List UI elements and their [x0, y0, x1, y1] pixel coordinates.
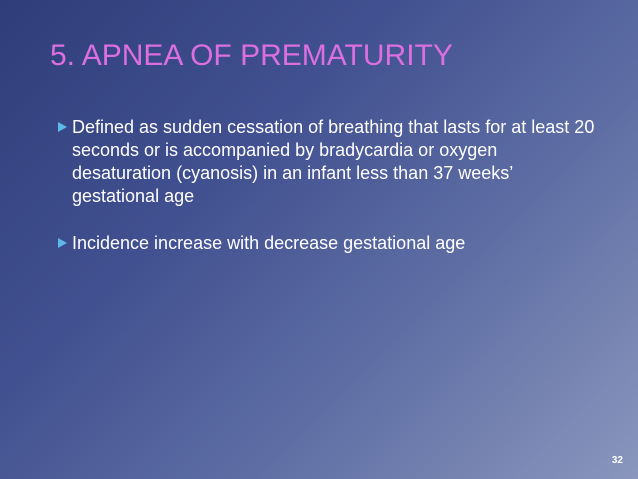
bullet-text: Defined as sudden cessation of breathing that lasts for at least 20 seconds or is accompanied by bradycardia or oxygen desaturation (cyanosis) in an infant less than 37 weeks’ gestational age [72, 117, 595, 206]
triangle-bullet-icon [58, 122, 67, 132]
bullet-item [58, 116, 598, 208]
triangle-bullet-icon [58, 238, 67, 248]
bullet-list [58, 116, 598, 255]
slide-title: 5. APNEA OF PREMATURITY [50, 39, 453, 72]
bullet-text: Incidence increase with decrease gestational age [72, 233, 466, 253]
bullet-item [58, 232, 598, 255]
slide-page-number: 32 [611, 455, 623, 466]
